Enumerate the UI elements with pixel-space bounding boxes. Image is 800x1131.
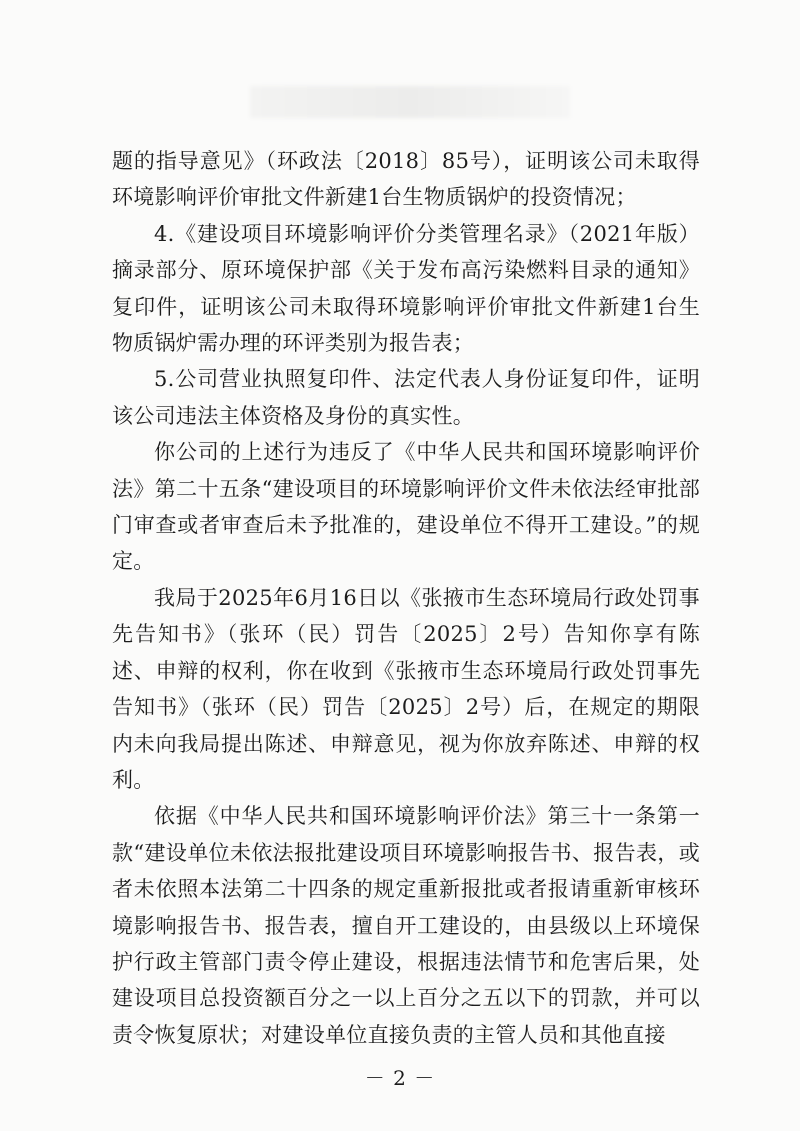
document-body [112, 143, 700, 1053]
paragraph-evidence-5: 5.公司营业执照复印件、法定代表人身份证复印件，证明该公司违法主体资格及身份的真实性。 [112, 367, 700, 428]
paragraph-continued-opinion: 题的指导意见》（环政法〔2018〕85号），证明该公司未取得环境影响评价审批文件新建1台生物质锅炉的投资情况； [112, 149, 700, 210]
paragraph-notice: 我局于2025年6月16日以《张掖市生态环境局行政处罚事先告知书》（张环（民）罚告〔2025〕2号）告知你享有陈述、申辩的权利，你在收到《张掖市生态环境局行政处罚事先告知书》（张环（民）罚告〔2025〕2号）后，在规定的期限内未向我局提出陈述、申辩意见，视为你放弃陈述、申辩的权利。 [112, 585, 700, 792]
faded-header-mark [250, 86, 570, 118]
paragraph-violation: 你公司的上述行为违反了《中华人民共和国环境影响评价法》第二十五条“建设项目的环境影响评价文件未依法经审批部门审查或者审查后未予批准的，建设单位不得开工建设。”的规定。 [112, 440, 700, 574]
paragraph-evidence-4: 4.《建设项目环境影响评价分类管理名录》（2021年版）摘录部分、原环境保护部《关于发布高污染燃料目录的通知》复印件，证明该公司未取得环境影响评价审批文件新建1台生物质锅炉需办理的环评类别为报告表； [112, 221, 700, 356]
paragraph-legal-basis: 依据《中华人民共和国环境影响评价法》第三十一条第一款“建设单位未依法报批建设项目环境影响报告书、报告表，或者未依照本法第二十四条的规定重新报批或者报请重新审核环境影响报告书、报告表，擅自开工建设的，由县级以上环境保护行政主管部门责令停止建设，根据违法情节和危害后果，处建设项目总投资额百分之一以上百分之五以下的罚款，并可以责令恢复原状；对建设单位直接负责的主管人员和其他直接 [112, 804, 700, 1047]
page-number: － 2 － [364, 1066, 436, 1090]
